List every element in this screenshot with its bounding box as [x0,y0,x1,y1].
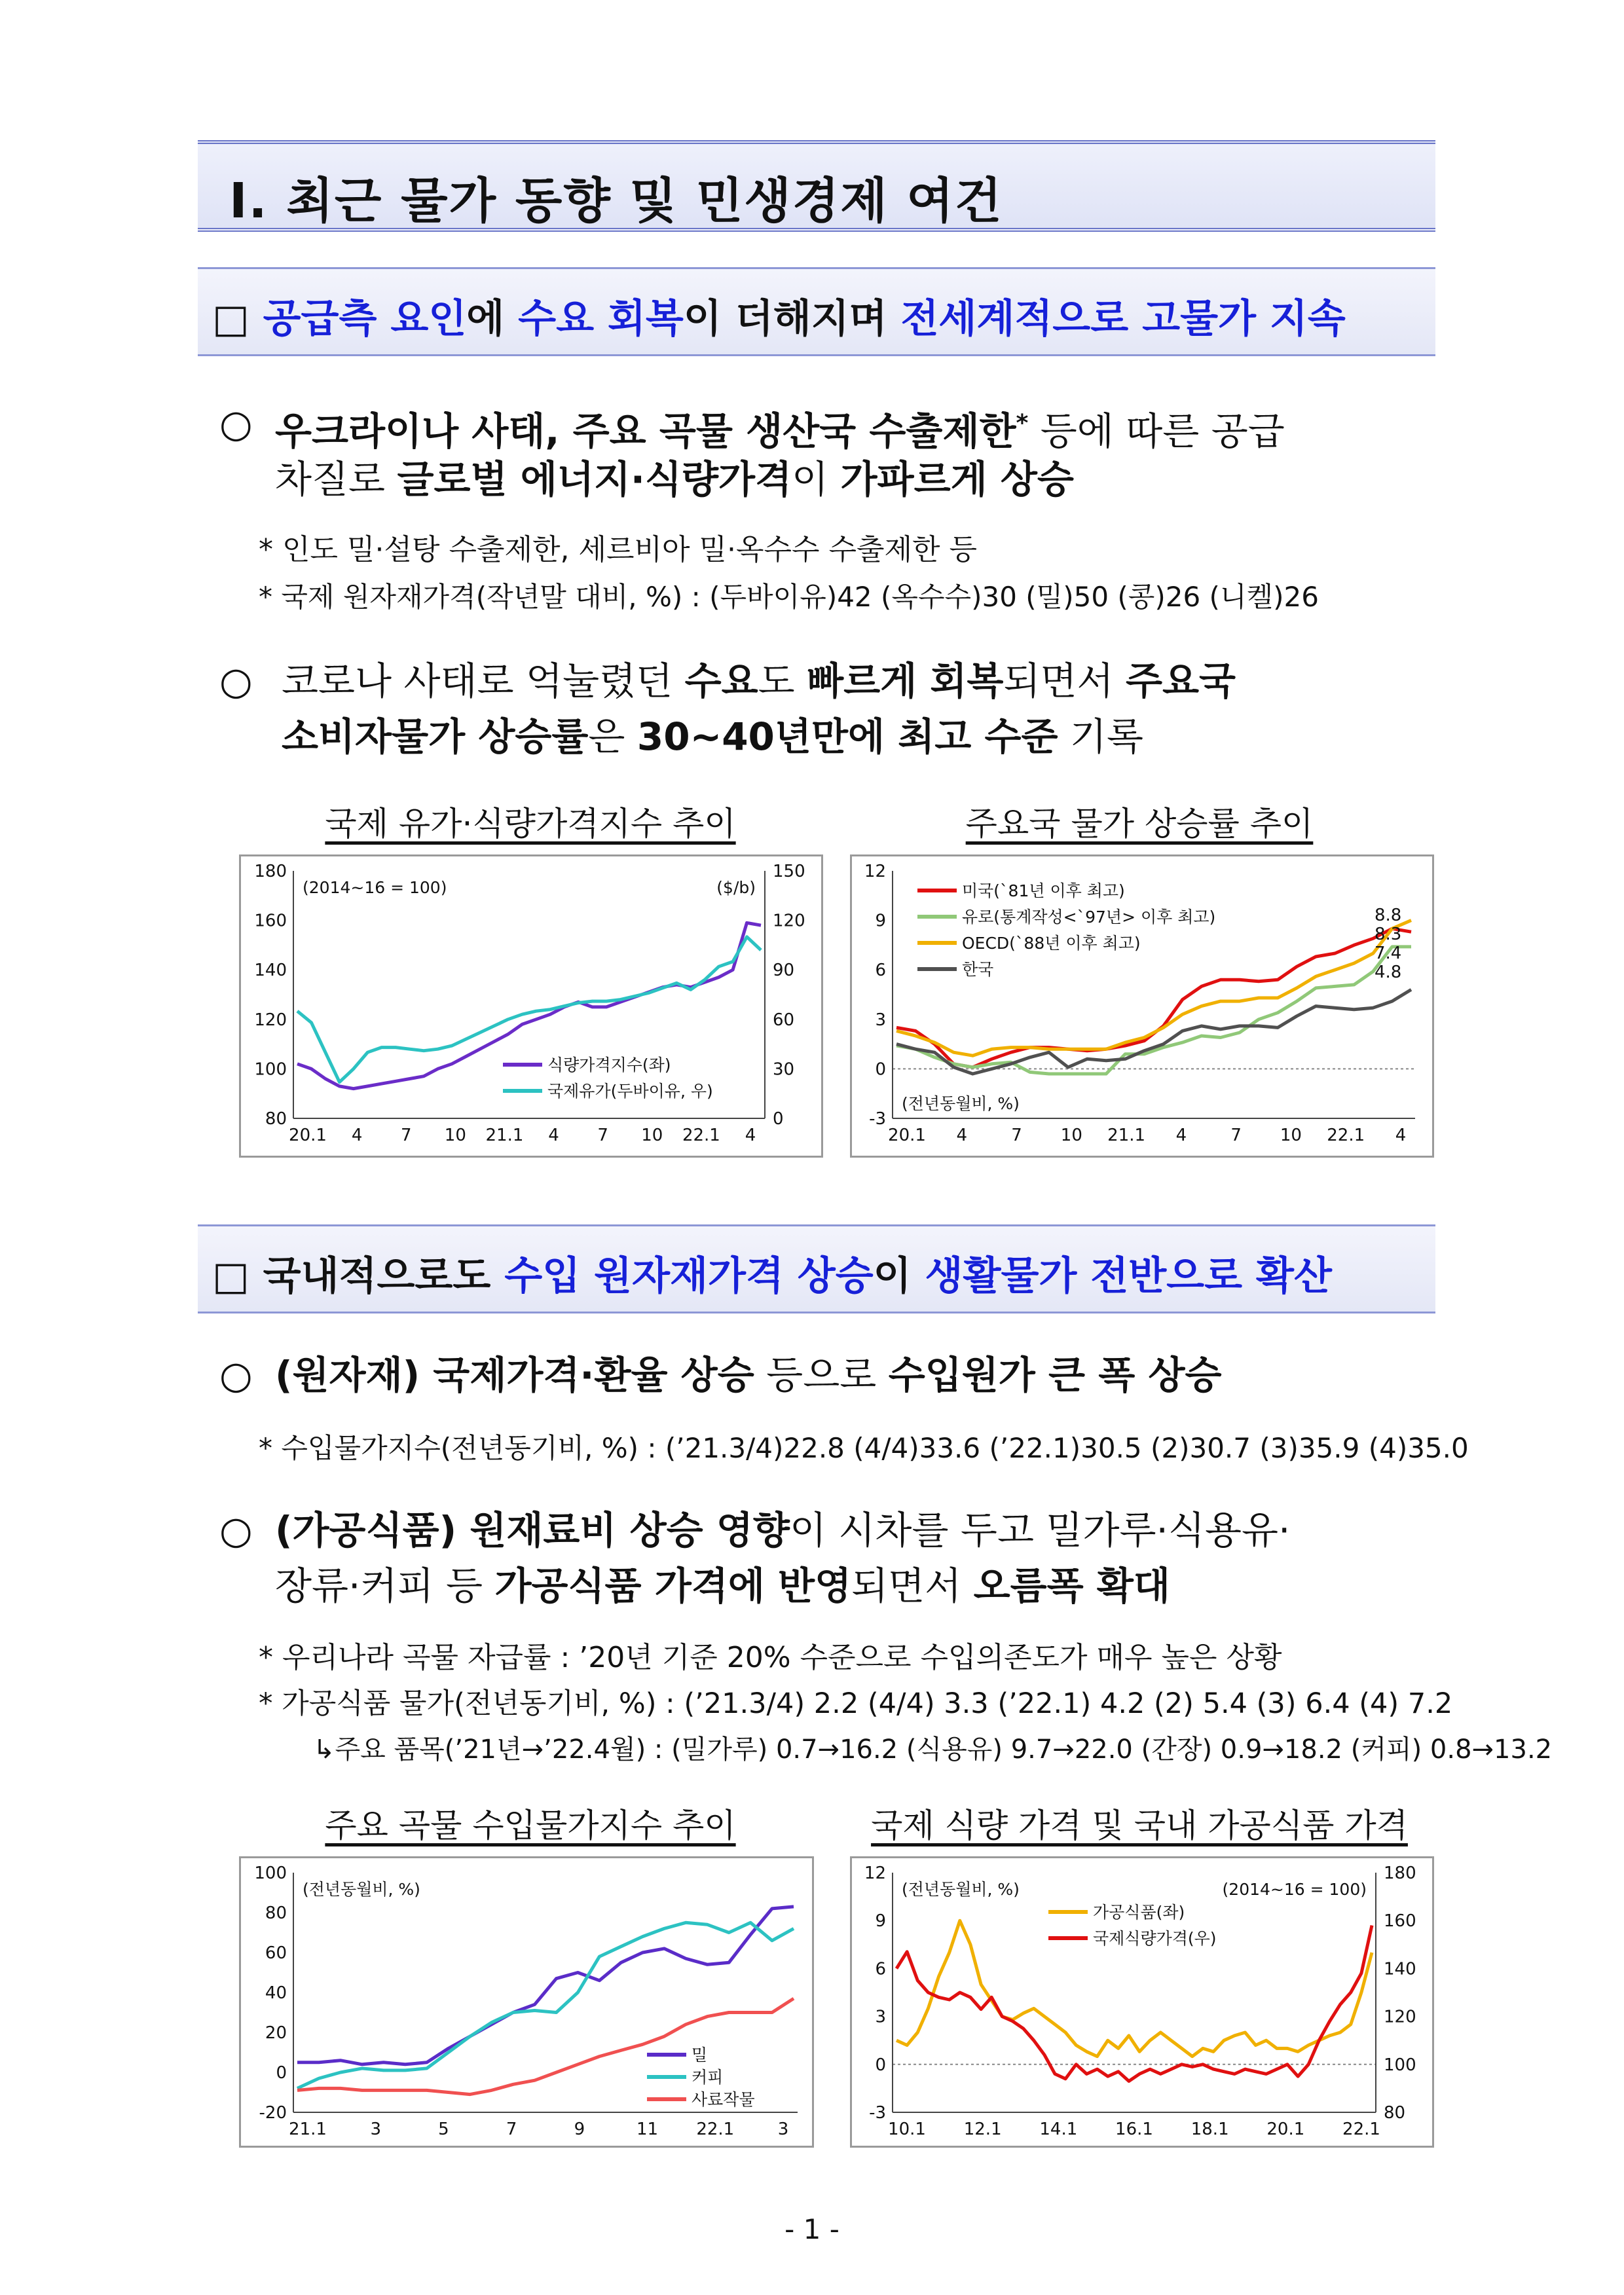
y-tick-label: -3 [869,1109,886,1129]
legend-label: 국제유가(두바이유, 우) [547,1082,713,1101]
section2-checkbox: □ [212,1253,249,1299]
series-line [297,937,761,1082]
bullet1-marker: ○ [219,401,253,446]
y-right-tick-label: 100 [1384,2055,1416,2075]
x-tick-label: 7 [1011,1126,1022,1145]
x-tick-label: 11 [637,2120,659,2139]
y-tick-label: -3 [869,2103,886,2123]
x-tick-label: 3 [777,2120,789,2139]
y-tick-label: 9 [875,911,886,931]
y-tick-label: 140 [254,961,287,981]
section1-part: 전세계적으로 고물가 지속 [900,296,1346,342]
bullet4-text: (가공식품) 원재료비 상승 영향 [275,1508,790,1552]
bullet2-text: 도 [758,659,807,703]
y-tick-label: 40 [265,1983,287,2003]
legend-label: 식량가격지수(좌) [547,1056,671,1074]
bullet3-text: (원자재) 국제가격·환율 상승 [275,1353,754,1397]
bullet4-line2 [275,1558,1170,1613]
x-tick-label: 10 [444,1126,466,1145]
bullet2-marker: ○ [219,659,253,703]
y-tick-label: 12 [864,1864,886,1883]
note4-2: * 가공식품 물가(전년동기비, %) : (’21.3/4) 2.2 (4/4) 3.3 (’22.1) 4.2 (2) 5.4 (3) 6.4 (4) 7.2 [259,1687,1453,1720]
x-tick-label: 21.1 [289,2120,327,2139]
y-tick-label: 100 [254,1864,287,1883]
x-tick-label: 4 [745,1126,756,1145]
bullet1-line1 [275,396,1434,458]
section2-title [212,1245,1332,1301]
chart4-heading: 국제 식량 가격 및 국내 가공식품 가격 [871,1807,1408,1845]
bullet2-text: 코로나 사태로 억눌렸던 [282,659,685,703]
y-tick-label: 80 [265,1903,287,1923]
bullet2-text: 은 [588,714,637,759]
y-right-tick-label: 90 [773,961,795,981]
note3-1: * 수입물가지수(전년동기비, %) : (’21.3/4)22.8 (4/4)33.6 (’22.1)30.5 (2)30.7 (3)35.9 (4)35.0 [259,1432,1469,1464]
x-tick-label: 9 [574,2120,585,2139]
y-right-tick-label: 60 [773,1010,795,1030]
bullet1-text: 가파르게 상승 [840,457,1074,502]
x-tick-label: 22.1 [696,2120,735,2139]
y-right-tick-label: 180 [1384,1864,1416,1883]
x-tick-label: 4 [351,1126,363,1145]
chart2-heading: 주요국 물가 상승률 추이 [965,805,1314,843]
x-tick-label: 7 [506,2120,517,2139]
x-tick-label: 10 [641,1126,663,1145]
section2-header [198,1224,1435,1313]
legend-label: 커피 [692,2068,724,2087]
chart-note: (전년동월비, %) [902,1880,1020,1899]
chart3 [239,1856,814,2148]
x-tick-label: 7 [1230,1126,1242,1145]
bullet4-marker: ○ [219,1508,253,1552]
x-tick-label: 16.1 [1115,2120,1153,2139]
legend-label: 한국 [962,960,994,979]
bullet1-text: 등에 따른 공급 [1028,409,1285,454]
bullet4-text: 가공식품 가격에 반영 [494,1564,852,1608]
x-tick-label: 10 [1060,1126,1082,1145]
legend-label: 국제식량가격(우) [1093,1929,1217,1948]
legend-label: OECD(`88년 이후 최고) [962,934,1141,953]
y-right-tick-label: 0 [773,1109,784,1129]
y-right-tick-label: 160 [1384,1911,1416,1932]
bullet2-text: 되면서 [1003,659,1126,703]
y-tick-label: 6 [875,961,886,981]
bullet2-text: 소비자물가 상승률 [282,714,589,759]
section1-part: 공급측 요인 [263,296,467,342]
y-right-tick-label: 150 [773,862,805,881]
y-right-tick-label: 140 [1384,1959,1416,1979]
bullet4-text: 오름폭 확대 [973,1564,1170,1608]
legend-label: 사료작물 [692,2090,755,2109]
bullet1-text: 글로벌 에너지·식량가격 [397,457,792,502]
x-tick-label: 18.1 [1190,2120,1229,2139]
bullet1-line2 [275,452,1074,507]
x-tick-label: 10.1 [888,2120,926,2139]
x-tick-label: 4 [548,1126,559,1145]
bullet1-text: 우크라이나 사태, 주요 곡물 생산국 수출제한 [275,409,1016,454]
x-tick-label: 20.1 [888,1126,926,1145]
bullet1-text: 이 [792,457,841,502]
x-tick-label: 7 [597,1126,608,1145]
end-value-label: 8.8 [1375,906,1402,925]
section1-part: 에 [466,296,519,342]
section1-title [212,287,1346,344]
chart3-heading: 주요 곡물 수입물가지수 추이 [325,1807,736,1845]
x-tick-label: 4 [1395,1126,1407,1145]
x-tick-label: 21.1 [1107,1126,1146,1145]
note4-1: * 우리나라 곡물 자급률 : ’20년 기준 20% 수준으로 수입의존도가 매우 높은 상황 [259,1641,1282,1674]
x-tick-label: 22.1 [1342,2120,1380,2139]
x-tick-label: 3 [370,2120,381,2139]
bullet2-text: 기록 [1058,714,1143,759]
x-tick-label: 5 [438,2120,449,2139]
y-tick-label: 0 [875,2055,886,2075]
bullet2-text: 30~40년만에 최고 수준 [637,714,1058,759]
chart-note: (2014~16 = 100) [1222,1880,1367,1899]
section2-part: 생활물가 전반으로 확산 [925,1253,1332,1299]
y-tick-label: 0 [276,2063,287,2083]
section2-part: 국내적으로도 [263,1253,505,1299]
bullet2-line1 [282,653,1236,708]
bullet3-text: 등으로 [754,1353,889,1397]
section1-checkbox: □ [212,296,249,342]
y-tick-label: 100 [254,1059,287,1080]
x-tick-label: 7 [400,1126,412,1145]
x-tick-label: 22.1 [1327,1126,1365,1145]
bullet3-marker: ○ [219,1353,253,1397]
chart2-svg [852,856,1432,1156]
y-right-tick-label: 120 [773,911,805,931]
x-tick-label: 21.1 [485,1126,524,1145]
x-tick-label: 4 [956,1126,968,1145]
title-box [198,140,1435,232]
legend-label: 가공식품(좌) [1093,1903,1185,1922]
bullet3-line [275,1348,1222,1403]
y-tick-label: 60 [265,1943,287,1963]
x-tick-label: 22.1 [682,1126,720,1145]
y-right-tick-label: 30 [773,1059,795,1080]
section2-part: 이 [873,1253,925,1299]
chart3-svg [241,1858,812,2146]
note4-3: ↳주요 품목(’21년→’22.4월) : (밀가루) 0.7→16.2 (식용유) 9.7→22.0 (간장) 0.9→18.2 (커피) 0.8→13.2 [313,1735,1553,1765]
chart-note: (전년동월비, %) [902,1094,1020,1113]
note1-2: * 국제 원자재가격(작년말 대비, %) : (두바이유)42 (옥수수)30 (밀)50 (콩)26 (니켈)26 [259,581,1319,613]
chart1-svg [241,856,821,1156]
bullet3-text: 수입원가 큰 폭 상승 [888,1353,1222,1397]
note1-1: * 인도 밀·설탕 수출제한, 세르비아 밀·옥수수 수출제한 등 [259,533,977,566]
y-tick-label: -20 [259,2103,287,2123]
chart4-svg [852,1858,1432,2146]
bullet4-line1 [275,1503,1290,1558]
y-tick-label: 160 [254,911,287,931]
bullet1-sup: * [1016,410,1029,437]
chart1 [239,854,823,1158]
y-tick-label: 0 [875,1059,886,1080]
page-title: Ⅰ. 최근 물가 동향 및 민생경제 여건 [229,173,1003,229]
chart4 [850,1856,1434,2148]
chart2 [850,854,1434,1158]
x-tick-label: 14.1 [1039,2120,1078,2139]
y-tick-label: 6 [875,1959,886,1979]
y-tick-label: 120 [254,1010,287,1030]
y-tick-label: 12 [864,862,886,881]
y-tick-label: 3 [875,1010,886,1030]
bullet2-line2 [282,709,1143,764]
y-tick-label: 3 [875,2007,886,2027]
bullet2-text: 주요국 [1126,659,1236,703]
y-right-tick-label: 80 [1384,2103,1406,2123]
bullet4-text: 장류·커피 등 [275,1564,495,1608]
series-line [896,1926,1372,2082]
y-right-tick-label: 120 [1384,2007,1416,2027]
x-tick-label: 20.1 [1266,2120,1305,2139]
chart-note: (전년동월비, %) [303,1880,420,1899]
bullet4-text: 되면서 [851,1564,974,1608]
chart-note: ($/b) [716,878,756,897]
chart1-heading: 국제 유가·식량가격지수 추이 [325,805,736,843]
bullet1-text: 차질로 [275,457,397,502]
section1-part: 이 더해지며 [683,296,901,342]
x-tick-label: 20.1 [289,1126,327,1145]
y-tick-label: 180 [254,862,287,881]
x-tick-label: 4 [1175,1126,1187,1145]
end-value-label: 7.4 [1375,944,1402,963]
y-tick-label: 20 [265,2023,287,2043]
y-tick-label: 80 [265,1109,287,1129]
bullet2-text: 수요 [684,659,758,703]
page-number: - 1 - [784,2213,840,2245]
x-tick-label: 12.1 [963,2120,1002,2139]
bullet4-text: 이 시차를 두고 밀가루·식용유· [789,1508,1291,1552]
legend-label: 미국(`81년 이후 최고) [962,881,1125,900]
end-value-label: 8.3 [1375,925,1402,944]
section2-part: 수입 원자재가격 상승 [504,1253,874,1299]
section1-header [198,267,1435,356]
y-tick-label: 9 [875,1911,886,1932]
section1-part: 수요 회복 [518,296,684,342]
x-tick-label: 10 [1280,1126,1302,1145]
bullet2-text: 빠르게 회복 [807,659,1004,703]
legend-label: 밀 [692,2046,708,2065]
end-value-label: 4.8 [1375,963,1402,982]
chart-note: (2014~16 = 100) [303,878,447,897]
legend-label: 유로(통계작성<`97년> 이후 최고) [962,908,1216,927]
